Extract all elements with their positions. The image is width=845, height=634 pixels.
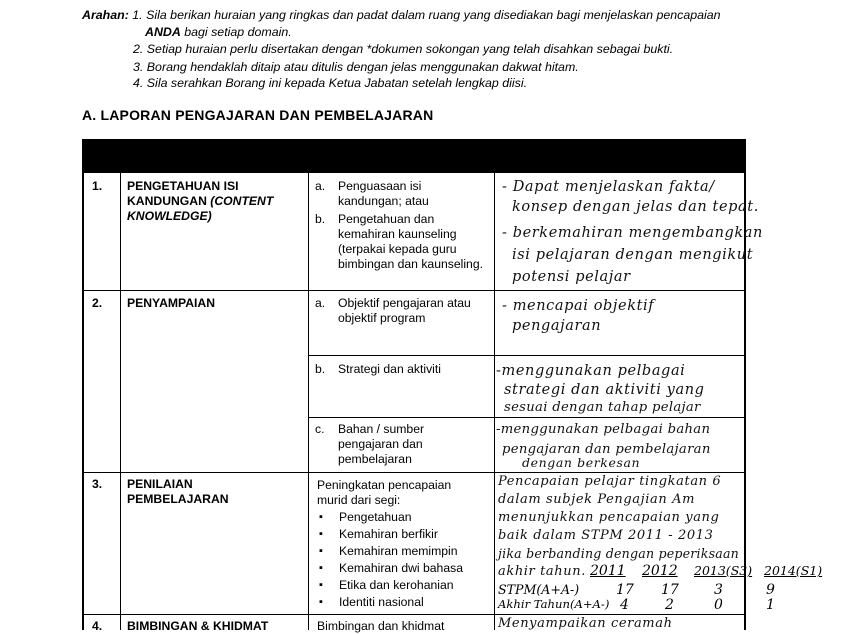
row-num-3: 3. [92, 477, 103, 491]
row-title-2: PENYAMPAIAN [127, 296, 216, 310]
criteria-text-2b: Strategi dan aktiviti [338, 362, 441, 376]
instruction-num-4: 4. [133, 76, 144, 90]
year-2011: 2011 [590, 563, 626, 579]
stat-label-stpm: STPM(A+A-) [498, 582, 580, 597]
stat-label-akhir: Akhir Tahun(A+A-) [498, 597, 610, 611]
criteria-intro-3: Peningkatan pencapaian murid dari segi: [317, 478, 452, 507]
criteria-text-2a: Objektif pengajaran atau objektif program [338, 296, 471, 325]
hw-3-line2: dalam subjek Pengajian Am [498, 492, 695, 507]
hw-2a-line1: - mencapai objektif [502, 298, 655, 314]
bullet-pengetahuan: ▪ Pengetahuan [339, 510, 412, 525]
subrow-divider-2a [308, 355, 746, 356]
row-title-3: PENILAIAN PEMBELAJARAN [127, 477, 229, 506]
instruction-text-1b: bagi setiap domain. [180, 25, 292, 39]
hw-2b-line3: sesuai dengan tahap pelajar [504, 400, 701, 415]
bullet-kemahiran-dwi-bahasa: ▪ Kemahiran dwi bahasa [339, 561, 463, 576]
criteria-text-1b: Pengetahuan dan kemahiran kaunseling (terpakai kepada guru bimbingan dan kaunseling. [338, 212, 484, 271]
row-title-4: BIMBINGAN & KHIDMAT [127, 619, 269, 633]
row-num-2: 2. [92, 296, 103, 310]
stat-akhir-2012: 2 [665, 597, 674, 613]
hw-2a-line2: pengajaran [512, 318, 602, 334]
table-header-bar [82, 139, 746, 173]
section-title: A. LAPORAN PENGAJARAN DAN PEMBELAJARAN [82, 107, 434, 123]
instruction-text-3: Borang hendaklah ditaip atau ditulis dengan jelas menggunakan dakwat hitam. [146, 60, 579, 74]
hw-3-line6: akhir tahun. [498, 564, 586, 579]
criteria-letter-2b: b. [315, 362, 326, 376]
stat-akhir-2011: 4 [620, 597, 629, 613]
hw-2c-line3: dengan berkesan [522, 455, 641, 470]
hw-1-line2: konsep dengan jelas dan tepat. [512, 199, 759, 215]
instruction-text-1: Sila berikan huraian yang ringkas dan padat dalam ruang yang disediakan bagi menjelaskan pencapaian [146, 8, 721, 22]
instruction-emphasis: ANDA [145, 25, 181, 39]
criteria-text-2c: Bahan / sumber pengajaran dan pembelajaran [338, 422, 425, 466]
bullet-identiti-nasional: ▪ Identiti nasional [339, 595, 424, 610]
table-border-left [82, 139, 84, 630]
hw-3-line5: jika berbanding dengan peperiksaan [498, 546, 739, 561]
bullet-kemahiran-berfikir: ▪ Kemahiran berfikir [339, 527, 438, 542]
criteria-letter-1b: b. [315, 212, 326, 226]
hw-2b-line1: -menggunakan pelbagai [496, 363, 686, 379]
year-2013: 2013(S3) [694, 563, 753, 578]
hw-2b-line2: strategi dan aktiviti yang [504, 382, 705, 398]
instruction-num-2: 2. [133, 42, 144, 56]
col-divider-1 [120, 173, 121, 630]
row-divider-1 [82, 290, 746, 291]
row-num-1: 1. [92, 179, 103, 193]
bullet-etika-kerohanian: ▪ Etika dan kerohanian [339, 578, 454, 593]
instruction-text-4: Sila serahkan Borang ini kepada Ketua Jabatan setelah lengkap diisi. [146, 76, 528, 90]
hw-2c-line1: -menggunakan pelbagai bahan [496, 422, 711, 437]
hw-3-line4: baik dalam STPM 2011 - 2013 [498, 528, 714, 543]
hw-1-line5: potensi pelajar [512, 269, 631, 285]
stat-stpm-2012: 17 [661, 582, 679, 598]
col-divider-3 [494, 173, 495, 630]
stat-stpm-2013: 3 [714, 582, 723, 598]
col-divider-2 [308, 173, 309, 630]
criteria-text-1a: Penguasaan isi kandungan; atau [338, 179, 429, 208]
stat-akhir-2014: 1 [766, 597, 775, 613]
hw-1-line3: - berkemahiran mengembangkan [502, 225, 763, 241]
instruction-text-2: Setiap huraian perlu disertakan dengan *dokumen sokongan yang telah disahkan sebagai bukti. [146, 42, 674, 56]
row-num-4: 4. [92, 619, 103, 633]
hw-1-line4: isi pelajaran dengan mengikut [512, 247, 754, 263]
criteria-text-4: Bimbingan dan khidmat [317, 619, 445, 633]
hw-3-line1: Pencapaian pelajar tingkatan 6 [498, 474, 722, 489]
criteria-letter-2a: a. [315, 296, 326, 310]
criteria-letter-2c: c. [315, 422, 325, 436]
hw-1-line1: - Dapat menjelaskan fakta/ [502, 179, 715, 195]
year-2014: 2014(S1) [764, 563, 823, 578]
year-2012: 2012 [642, 563, 678, 579]
bullet-kemahiran-memimpin: ▪ Kemahiran memimpin [339, 544, 458, 559]
stat-akhir-2013: 0 [714, 597, 723, 613]
stat-stpm-2011: 17 [616, 582, 634, 598]
criteria-letter-1a: a. [315, 179, 326, 193]
hw-2c-line2: pengajaran dan pembelajaran [502, 442, 711, 457]
row-title-1: PENGETAHUAN ISI KANDUNGAN (CONTENT KNOWLEDGE) [127, 179, 274, 223]
hw-4-line1: Menyampaikan ceramah [498, 616, 673, 631]
instructions-label: Arahan: [82, 8, 129, 22]
instruction-num-3: 3. [133, 60, 144, 74]
stat-stpm-2014: 9 [766, 582, 775, 598]
instruction-num-1: 1. [132, 8, 143, 22]
hw-3-line3: menunjukkan pencapaian yang [498, 510, 720, 525]
report-table [82, 139, 823, 633]
